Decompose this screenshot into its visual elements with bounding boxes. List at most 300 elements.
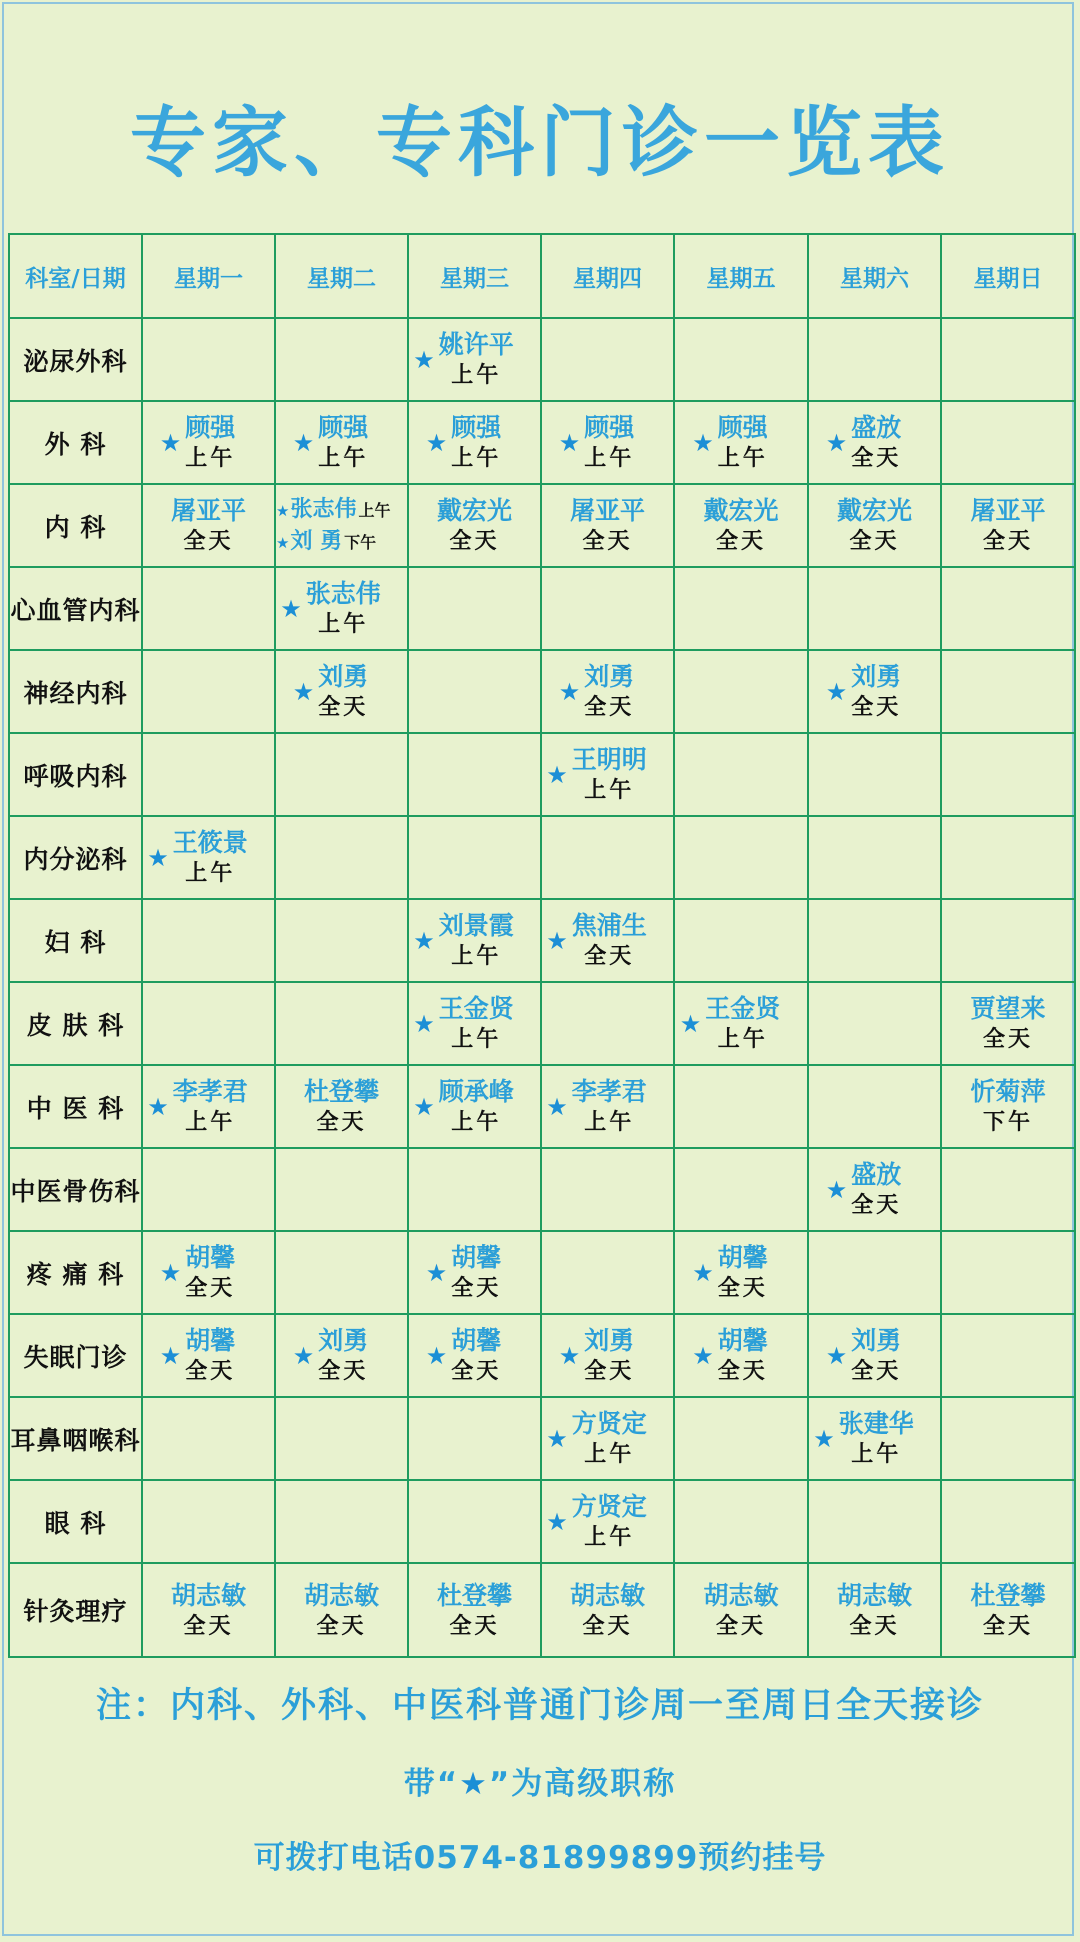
cell-entry — [542, 1076, 673, 1136]
schedule-cell — [941, 1148, 1075, 1231]
entry-text — [584, 661, 634, 721]
entry-text — [851, 1325, 901, 1385]
table-row — [9, 1065, 1075, 1148]
doctor-name: 胡志敏 — [170, 1580, 246, 1610]
star-icon: ★ — [413, 1009, 435, 1038]
schedule-cell — [808, 816, 941, 899]
star-icon: ★ — [679, 1009, 702, 1038]
department-name: 神经内科 — [9, 650, 142, 733]
cell-entry — [675, 1580, 807, 1640]
department-name: 失眠门诊 — [9, 1314, 142, 1397]
entry-text — [970, 993, 1045, 1053]
department-name: 呼吸内科 — [9, 733, 142, 816]
star-icon: ★ — [558, 1341, 581, 1370]
entry-text — [185, 412, 235, 472]
cell-entry — [276, 578, 407, 638]
entry-text — [851, 412, 901, 472]
schedule-cell — [275, 1397, 408, 1480]
doctor-name: 胡馨 — [185, 1326, 236, 1356]
star-icon: ★ — [692, 428, 714, 457]
doctor-name: 顾强 — [185, 413, 236, 443]
header-day: 星期日 — [941, 234, 1075, 318]
entry-text — [718, 1325, 768, 1385]
cell-entry — [542, 1580, 673, 1640]
department-name: 皮 肤 科 — [9, 982, 142, 1065]
session-time: 全天 — [715, 1612, 766, 1639]
table-row — [9, 982, 1075, 1065]
entry-text — [306, 578, 381, 638]
doctor-name: 刘勇 — [318, 662, 369, 692]
doctor-name: 胡志敏 — [569, 1580, 645, 1610]
star-icon: ★ — [413, 926, 435, 955]
schedule-cell — [408, 982, 541, 1065]
doctor-name: 姚许平 — [438, 330, 514, 360]
schedule-cell — [541, 318, 674, 401]
session-time: 全天 — [584, 694, 635, 721]
schedule-cell — [674, 650, 808, 733]
session-time: 上午 — [451, 943, 502, 970]
session-time: 上午 — [717, 445, 768, 472]
schedule-cell — [674, 1148, 808, 1231]
schedule-cell — [941, 816, 1075, 899]
doctor-name: 张志伟 — [305, 579, 381, 609]
schedule-cell — [408, 1148, 541, 1231]
session-time: 全天 — [717, 1275, 768, 1302]
table-row — [9, 733, 1075, 816]
schedule-cell — [408, 899, 541, 982]
schedule-cell — [674, 484, 808, 567]
session-time: 下午 — [344, 532, 377, 552]
doctor-name: 刘勇 — [584, 662, 635, 692]
doctor-name: 盛放 — [851, 413, 902, 443]
schedule-cell — [808, 1314, 941, 1397]
entry-text — [851, 1159, 901, 1219]
cell-entry — [409, 495, 540, 555]
star-icon: ★ — [825, 1175, 848, 1204]
star-icon: ★ — [159, 428, 182, 457]
cell-entry — [542, 412, 673, 472]
schedule-cell — [142, 318, 275, 401]
schedule-cell — [142, 1563, 275, 1657]
schedule-cell — [674, 816, 808, 899]
doctor-name: 刘景霞 — [438, 911, 514, 941]
star-icon: ★ — [813, 1424, 835, 1453]
doctor-name: 胡馨 — [451, 1326, 502, 1356]
entry-text — [304, 1076, 379, 1136]
cell-entry — [276, 1580, 407, 1640]
session-time: 全天 — [183, 528, 234, 555]
schedule-cell — [275, 733, 408, 816]
schedule-cell — [142, 733, 275, 816]
schedule-cell — [541, 899, 674, 982]
schedule-cell — [541, 1397, 674, 1480]
table-row — [9, 1148, 1075, 1231]
star-icon: ★ — [159, 1341, 182, 1370]
star-icon: ★ — [425, 1341, 448, 1370]
department-name: 中 医 科 — [9, 1065, 142, 1148]
schedule-cell — [808, 1397, 941, 1480]
cell-entry — [542, 744, 673, 804]
department-name: 眼 科 — [9, 1480, 142, 1563]
cell-entry — [942, 495, 1074, 555]
doctor-name: 屠亚平 — [569, 496, 645, 526]
schedule-cell — [808, 1231, 941, 1314]
session-time: 上午 — [185, 1109, 236, 1136]
entry-text — [318, 412, 368, 472]
star-icon: ★ — [558, 677, 581, 706]
table-row — [9, 1314, 1075, 1397]
department-name: 心血管内科 — [9, 567, 142, 650]
entry-text — [837, 495, 912, 555]
schedule-cell — [275, 1563, 408, 1657]
cell-entry — [675, 412, 807, 472]
schedule-cell — [541, 1314, 674, 1397]
session-time: 上午 — [584, 1109, 635, 1136]
department-name: 疼 痛 科 — [9, 1231, 142, 1314]
star-icon: ★ — [546, 1092, 568, 1121]
schedule-cell — [142, 1065, 275, 1148]
doctor-name: 顾强 — [451, 413, 502, 443]
session-time: 全天 — [316, 1612, 367, 1639]
star-icon: ★ — [546, 926, 568, 955]
session-time: 上午 — [851, 1441, 902, 1468]
schedule-cell — [941, 484, 1075, 567]
schedule-cell — [541, 816, 674, 899]
cell-entry — [542, 1325, 673, 1385]
cell-entry — [542, 910, 673, 970]
star-icon: ★ — [825, 1341, 848, 1370]
schedule-cell — [541, 1148, 674, 1231]
schedule-cell — [408, 484, 541, 567]
entry-text — [572, 1076, 647, 1136]
schedule-cell — [275, 1231, 408, 1314]
schedule-cell — [808, 484, 941, 567]
doctor-name: 顾强 — [584, 413, 635, 443]
entry-text — [439, 910, 514, 970]
cell-entry — [409, 1076, 540, 1136]
schedule-cell — [941, 1231, 1075, 1314]
session-time: 全天 — [185, 1358, 236, 1385]
table-header-row — [9, 234, 1075, 318]
doctor-name: 胡馨 — [717, 1243, 768, 1273]
cell-entry — [542, 661, 673, 721]
schedule-cell — [541, 1480, 674, 1563]
schedule-cell — [674, 1480, 808, 1563]
cell-entry — [542, 1491, 673, 1551]
session-time: 全天 — [851, 445, 902, 472]
entry-text — [171, 495, 246, 555]
session-time: 全天 — [717, 1358, 768, 1385]
doctor-name: 刘 勇 — [290, 527, 343, 554]
session-time: 全天 — [982, 1612, 1033, 1639]
entry-line — [276, 526, 376, 558]
cell-entry — [143, 495, 274, 555]
session-time: 上午 — [584, 1441, 635, 1468]
star-icon: ★ — [546, 1507, 568, 1536]
cell-entry — [809, 495, 940, 555]
session-time: 全天 — [316, 1109, 367, 1136]
doctor-name: 方贤定 — [571, 1492, 647, 1522]
schedule-cell — [408, 816, 541, 899]
schedule-cell — [142, 401, 275, 484]
doctor-name: 胡志敏 — [703, 1580, 779, 1610]
star-icon: ★ — [280, 594, 302, 623]
table-row — [9, 816, 1075, 899]
schedule-cell — [408, 401, 541, 484]
schedule-cell — [142, 899, 275, 982]
schedule-table — [8, 233, 1076, 1658]
cell-entry — [542, 495, 673, 555]
doctor-name: 王筱景 — [172, 828, 248, 858]
doctor-name: 方贤定 — [571, 1409, 647, 1439]
schedule-cell — [808, 899, 941, 982]
session-time: 全天 — [849, 528, 900, 555]
schedule-cell — [941, 567, 1075, 650]
schedule-cell — [142, 567, 275, 650]
entry-text — [185, 1325, 235, 1385]
cell-entry — [809, 1580, 940, 1640]
star-icon: ★ — [159, 1258, 182, 1287]
schedule-cell — [674, 1563, 808, 1657]
session-time: 全天 — [318, 1358, 369, 1385]
entry-text — [703, 495, 778, 555]
star-icon: ★ — [825, 428, 848, 457]
star-icon: ★ — [546, 1424, 568, 1453]
entry-text — [451, 1242, 501, 1302]
doctor-name: 胡志敏 — [303, 1580, 379, 1610]
star-icon: ★ — [292, 428, 315, 457]
header-day: 星期四 — [541, 234, 674, 318]
schedule-cell — [808, 982, 941, 1065]
session-time: 上午 — [451, 1109, 502, 1136]
star-icon: ★ — [558, 428, 581, 457]
schedule-cell — [941, 982, 1075, 1065]
doctor-name: 顾承峰 — [438, 1077, 514, 1107]
doctor-name: 顾强 — [717, 413, 768, 443]
doctor-name: 忻菊萍 — [970, 1077, 1046, 1107]
entry-text — [570, 1580, 645, 1640]
entry-text — [970, 1580, 1045, 1640]
entry-text — [851, 661, 901, 721]
doctor-name: 杜登攀 — [970, 1580, 1046, 1610]
schedule-cell — [674, 567, 808, 650]
schedule-cell — [808, 567, 941, 650]
session-time: 全天 — [449, 528, 500, 555]
schedule-cell — [808, 1480, 941, 1563]
doctor-name: 戴宏光 — [836, 496, 912, 526]
session-time: 上午 — [451, 445, 502, 472]
entry-text — [970, 495, 1045, 555]
star-icon: ★ — [425, 428, 448, 457]
entry-text — [584, 412, 634, 472]
schedule-cell — [142, 982, 275, 1065]
page-title: 专家、专科门诊一览表 — [130, 98, 950, 187]
note-phone: 可拨打电话0574-81899899预约挂号 — [253, 1840, 827, 1876]
schedule-cell — [142, 650, 275, 733]
entry-text — [572, 1491, 647, 1551]
schedule-cell — [808, 318, 941, 401]
schedule-cell — [808, 650, 941, 733]
schedule-cell — [941, 650, 1075, 733]
doctor-name: 屠亚平 — [970, 496, 1046, 526]
schedule-cell — [541, 1065, 674, 1148]
schedule-cell — [408, 1065, 541, 1148]
schedule-cell — [142, 484, 275, 567]
header-day: 星期二 — [275, 234, 408, 318]
schedule-cell — [275, 1314, 408, 1397]
schedule-cell — [941, 1480, 1075, 1563]
cell-entry — [409, 329, 540, 389]
doctor-name: 胡志敏 — [836, 1580, 912, 1610]
header-day: 星期三 — [408, 234, 541, 318]
cell-entry — [542, 1408, 673, 1468]
schedule-cell — [408, 650, 541, 733]
department-name: 内 科 — [9, 484, 142, 567]
schedule-cell — [941, 318, 1075, 401]
doctor-name: 王金贤 — [438, 994, 514, 1024]
entry-text — [173, 1076, 248, 1136]
schedule-cell — [275, 318, 408, 401]
cell-entry — [276, 661, 407, 721]
schedule-cell — [808, 733, 941, 816]
entry-text — [718, 412, 768, 472]
entry-text — [437, 495, 512, 555]
schedule-cell — [142, 1314, 275, 1397]
doctor-name: 戴宏光 — [703, 496, 779, 526]
cell-entry — [409, 1580, 540, 1640]
department-name: 耳鼻咽喉科 — [9, 1397, 142, 1480]
cell-entry — [675, 993, 807, 1053]
cell-entry — [809, 1408, 940, 1468]
session-time: 全天 — [451, 1358, 502, 1385]
table-row — [9, 401, 1075, 484]
cell-entry — [409, 412, 540, 472]
doctor-name: 胡馨 — [185, 1243, 236, 1273]
session-time: 上午 — [451, 362, 502, 389]
entry-text — [970, 1076, 1045, 1136]
note-general-clinic: 注：内科、外科、中医科普通门诊周一至周日全天接诊 — [95, 1686, 984, 1726]
cell-entry — [143, 1076, 274, 1136]
star-icon: ★ — [276, 533, 290, 552]
doctor-name: 焦浦生 — [571, 911, 647, 941]
cell-entry — [942, 993, 1074, 1053]
header-day: 星期五 — [674, 234, 808, 318]
department-name: 内分泌科 — [9, 816, 142, 899]
schedule-cell — [275, 484, 408, 567]
schedule-cell — [541, 1231, 674, 1314]
star-icon: ★ — [546, 760, 568, 789]
schedule-cell — [941, 1563, 1075, 1657]
session-time: 全天 — [851, 694, 902, 721]
session-time: 全天 — [851, 1192, 902, 1219]
schedule-cell — [541, 733, 674, 816]
schedule-cell — [142, 1231, 275, 1314]
session-time: 上午 — [584, 1524, 635, 1551]
department-name: 妇 科 — [9, 899, 142, 982]
schedule-cell — [142, 1480, 275, 1563]
session-time: 上午 — [717, 1026, 768, 1053]
schedule-cell — [808, 401, 941, 484]
note-star-prefix: 带“ — [403, 1766, 460, 1802]
schedule-cell — [275, 899, 408, 982]
entry-text — [171, 1580, 246, 1640]
schedule-cell — [941, 1397, 1075, 1480]
star-icon: ★ — [292, 1341, 315, 1370]
entry-text — [318, 1325, 368, 1385]
doctor-name: 李孝君 — [172, 1077, 248, 1107]
schedule-cell — [674, 1065, 808, 1148]
session-time: 上午 — [318, 445, 369, 472]
session-time: 全天 — [582, 1612, 633, 1639]
star-icon: ★ — [147, 843, 169, 872]
session-time: 全天 — [584, 943, 635, 970]
entry-text — [451, 412, 501, 472]
schedule-cell — [275, 401, 408, 484]
schedule-cell — [541, 650, 674, 733]
schedule-cell — [808, 1148, 941, 1231]
doctor-name: 张建华 — [838, 1409, 914, 1439]
session-time: 全天 — [183, 1612, 234, 1639]
entry-text — [318, 661, 368, 721]
schedule-cell — [674, 1397, 808, 1480]
schedule-cell — [674, 982, 808, 1065]
table-row — [9, 1397, 1075, 1480]
cell-entry — [409, 1325, 540, 1385]
cell-entry — [409, 993, 540, 1053]
doctor-name: 王明明 — [571, 745, 647, 775]
schedule-cell — [941, 1065, 1075, 1148]
cell-entry — [276, 1076, 407, 1136]
schedule-cell — [674, 733, 808, 816]
doctor-name: 杜登攀 — [436, 1580, 512, 1610]
session-time: 上午 — [358, 500, 391, 520]
session-time: 全天 — [715, 528, 766, 555]
schedule-cell — [275, 816, 408, 899]
schedule-cell — [541, 1563, 674, 1657]
entry-text — [439, 1076, 514, 1136]
schedule-cell — [808, 1563, 941, 1657]
table-row — [9, 567, 1075, 650]
doctor-name: 胡馨 — [717, 1326, 768, 1356]
star-icon: ★ — [825, 677, 848, 706]
session-time: 全天 — [982, 1026, 1033, 1053]
session-time: 上午 — [185, 445, 236, 472]
department-name: 针灸理疗 — [9, 1563, 142, 1657]
doctor-name: 李孝君 — [571, 1077, 647, 1107]
star-icon: ★ — [292, 677, 315, 706]
entry-text — [718, 1242, 768, 1302]
header-day: 星期一 — [142, 234, 275, 318]
schedule-cell — [408, 733, 541, 816]
entry-text — [572, 910, 647, 970]
entry-text — [839, 1408, 914, 1468]
doctor-name: 盛放 — [851, 1160, 902, 1190]
schedule-cell — [941, 899, 1075, 982]
cell-entry — [809, 1159, 940, 1219]
schedule-cell — [674, 401, 808, 484]
schedule-cell — [408, 1314, 541, 1397]
session-time: 上午 — [318, 611, 369, 638]
entry-text — [185, 1242, 235, 1302]
cell-entry — [143, 1580, 274, 1640]
schedule-cell — [142, 816, 275, 899]
session-time: 上午 — [584, 777, 635, 804]
doctor-name: 戴宏光 — [436, 496, 512, 526]
entry-text — [705, 993, 780, 1053]
table-row — [9, 1563, 1075, 1657]
schedule-cell — [275, 650, 408, 733]
schedule-cell — [541, 567, 674, 650]
